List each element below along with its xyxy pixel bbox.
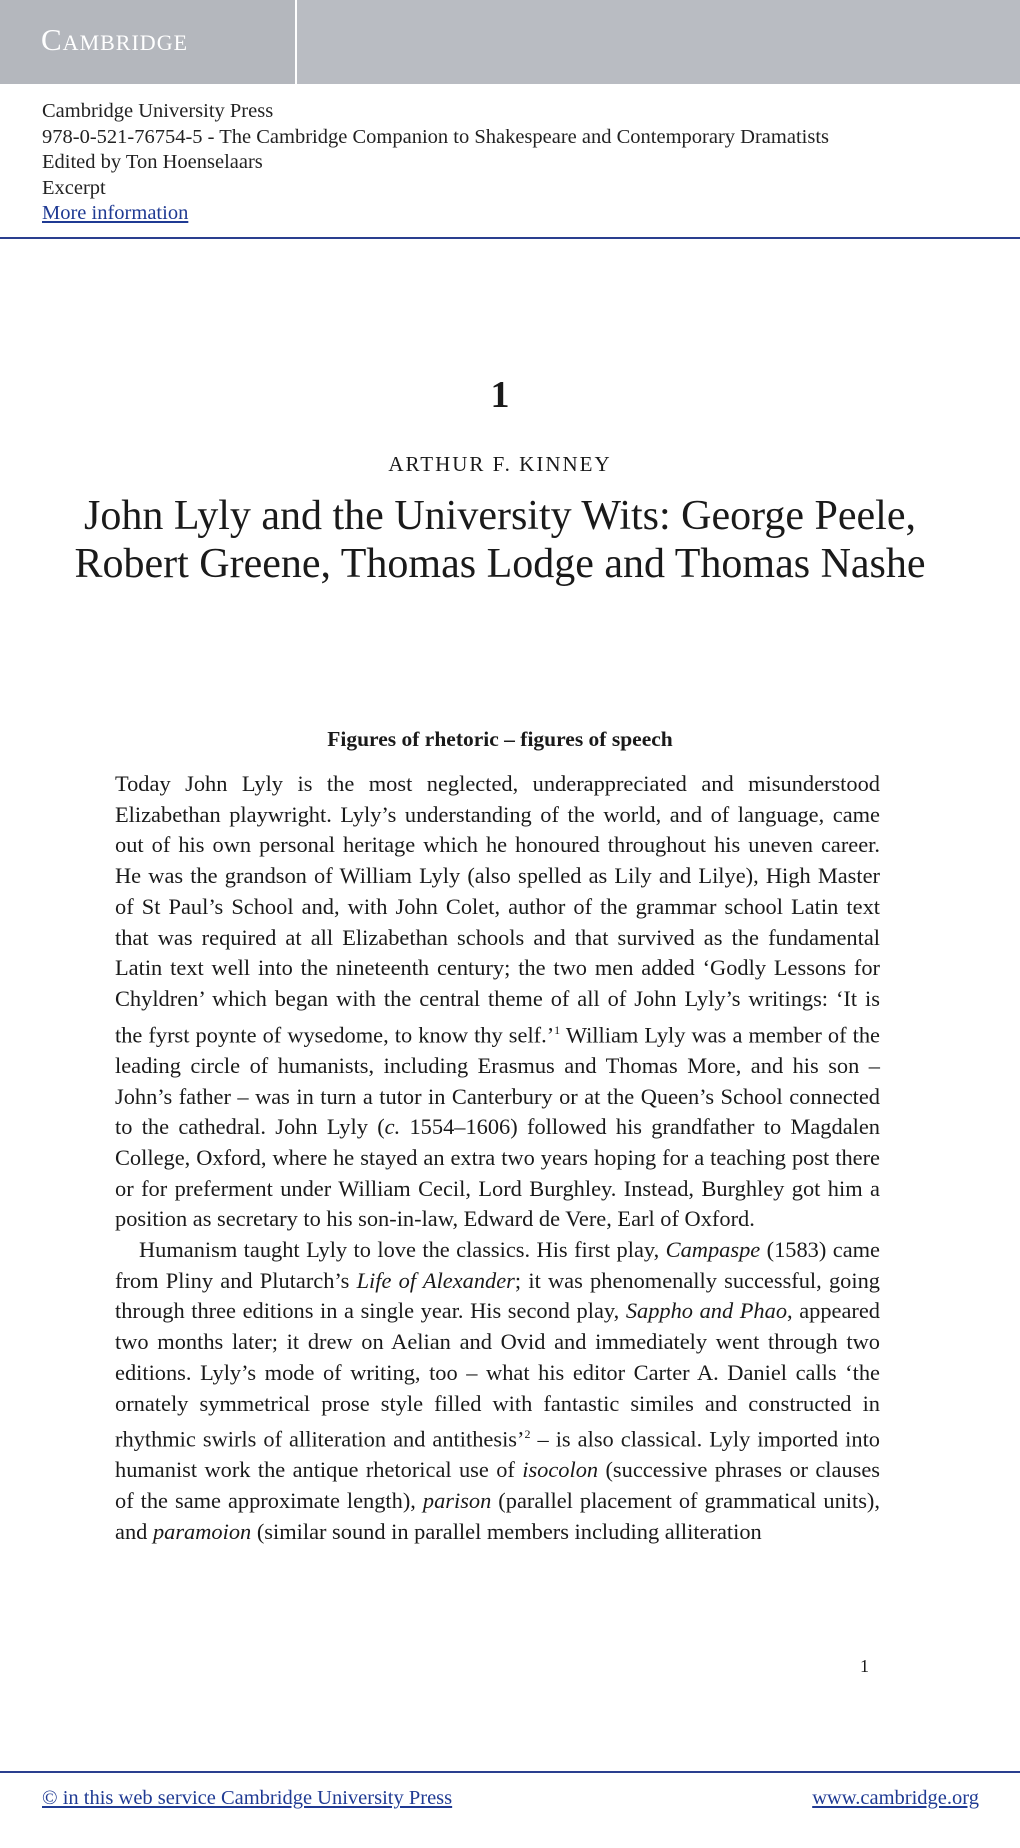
- chapter-number: 1: [490, 374, 510, 416]
- isbn-title: 978-0-521-76754-5 - The Cambridge Companion to Shakespeare and Contemporary Dramatists: [42, 125, 829, 148]
- more-information-link[interactable]: More information: [42, 202, 189, 224]
- editor-line: Edited by Ton Hoenselaars: [42, 151, 263, 173]
- publisher-name: Cambridge University Press: [42, 100, 274, 122]
- chapter-title: John Lyly and the University Wits: George Peele, Robert Greene, Thomas Lodge and Thomas Nashe: [74, 493, 926, 587]
- chapter-author: ARTHUR F. KINNEY: [388, 452, 612, 476]
- publisher-logo[interactable]: [0, 0, 297, 84]
- footnote-ref-2[interactable]: 2: [524, 1427, 531, 1442]
- copyright-link[interactable]: © in this web service Cambridge University Press: [42, 1787, 453, 1809]
- body-text: [115, 769, 880, 1548]
- footer-divider: [0, 1771, 1020, 1773]
- book-metadata: [42, 99, 829, 227]
- website-link[interactable]: www.cambridge.org: [812, 1787, 979, 1809]
- footnote-ref-1[interactable]: 1: [554, 1022, 561, 1037]
- paragraph-1: Today John Lyly is the most neglected, underappreciated and misunderstood Elizabethan playwright. Lyly’s understanding of the world, and of language, came out of his own personal heritage which he honoured throughout his uneven career. He was the grandson of William Lyly (also spelled as Lily and Lilye), High Master of St Paul’s School and, with John Colet, author of the grammar school Latin text that was required at all Elizabethan schools and that survived as the fundamental Latin text well into the nineteenth century; the two men added ‘Godly Lessons for Chyldren’ which began with the central theme of all of John Lyly’s writings: ‘It is the fyrst poynte of wysedome, to know thy self.’$^1$ William Lyly was a member of the leading circle of humanists, including Erasmus and Thomas More, and his son – John’s father – was in turn a tutor in Canterbury or at the Queen’s School connected to the cathedral. John Lyly (c. 1554–1606) followed his grandfather to Magdalen College, Oxford, where he stayed an extra two years hoping for a teaching post there or for preferment under William Cecil, Lord Burghley. Instead, Burghley got him a position as secretary to his son-in-law, Edward de Vere, Earl of Oxford.: [115, 771, 880, 1232]
- excerpt-label: Excerpt: [42, 176, 106, 199]
- page-number: 1: [860, 1656, 869, 1676]
- section-heading: Figures of rhetoric – figures of speech: [327, 727, 673, 751]
- header-divider: [0, 237, 1020, 239]
- paragraph-2: Humanism taught Lyly to love the classics. His first play, Campaspe (1583) came from Pliny and Plutarch’s Life of Alexander; it was phenomenally successful, going through three editions in a single year. His second play, Sappho and Phao, appeared two months later; it drew on Aelian and Ovid and immediately went through two editions. Lyly’s mode of writing, too – what his editor Carter A. Daniel calls ‘the ornately symmetrical prose style filled with fantastic similes and constructed in rhythmic swirls of alliteration and antithesis’$^2$ – is also classical. Lyly imported into humanist work the antique rhetorical use of isocolon (successive phrases or clauses of the same approximate length), parison (parallel placement of grammatical units), and paramoion (similar sound in parallel members including alliteration: [115, 1237, 881, 1544]
- header-banner: [0, 0, 1020, 84]
- logo-text: Cambridge: [41, 22, 189, 57]
